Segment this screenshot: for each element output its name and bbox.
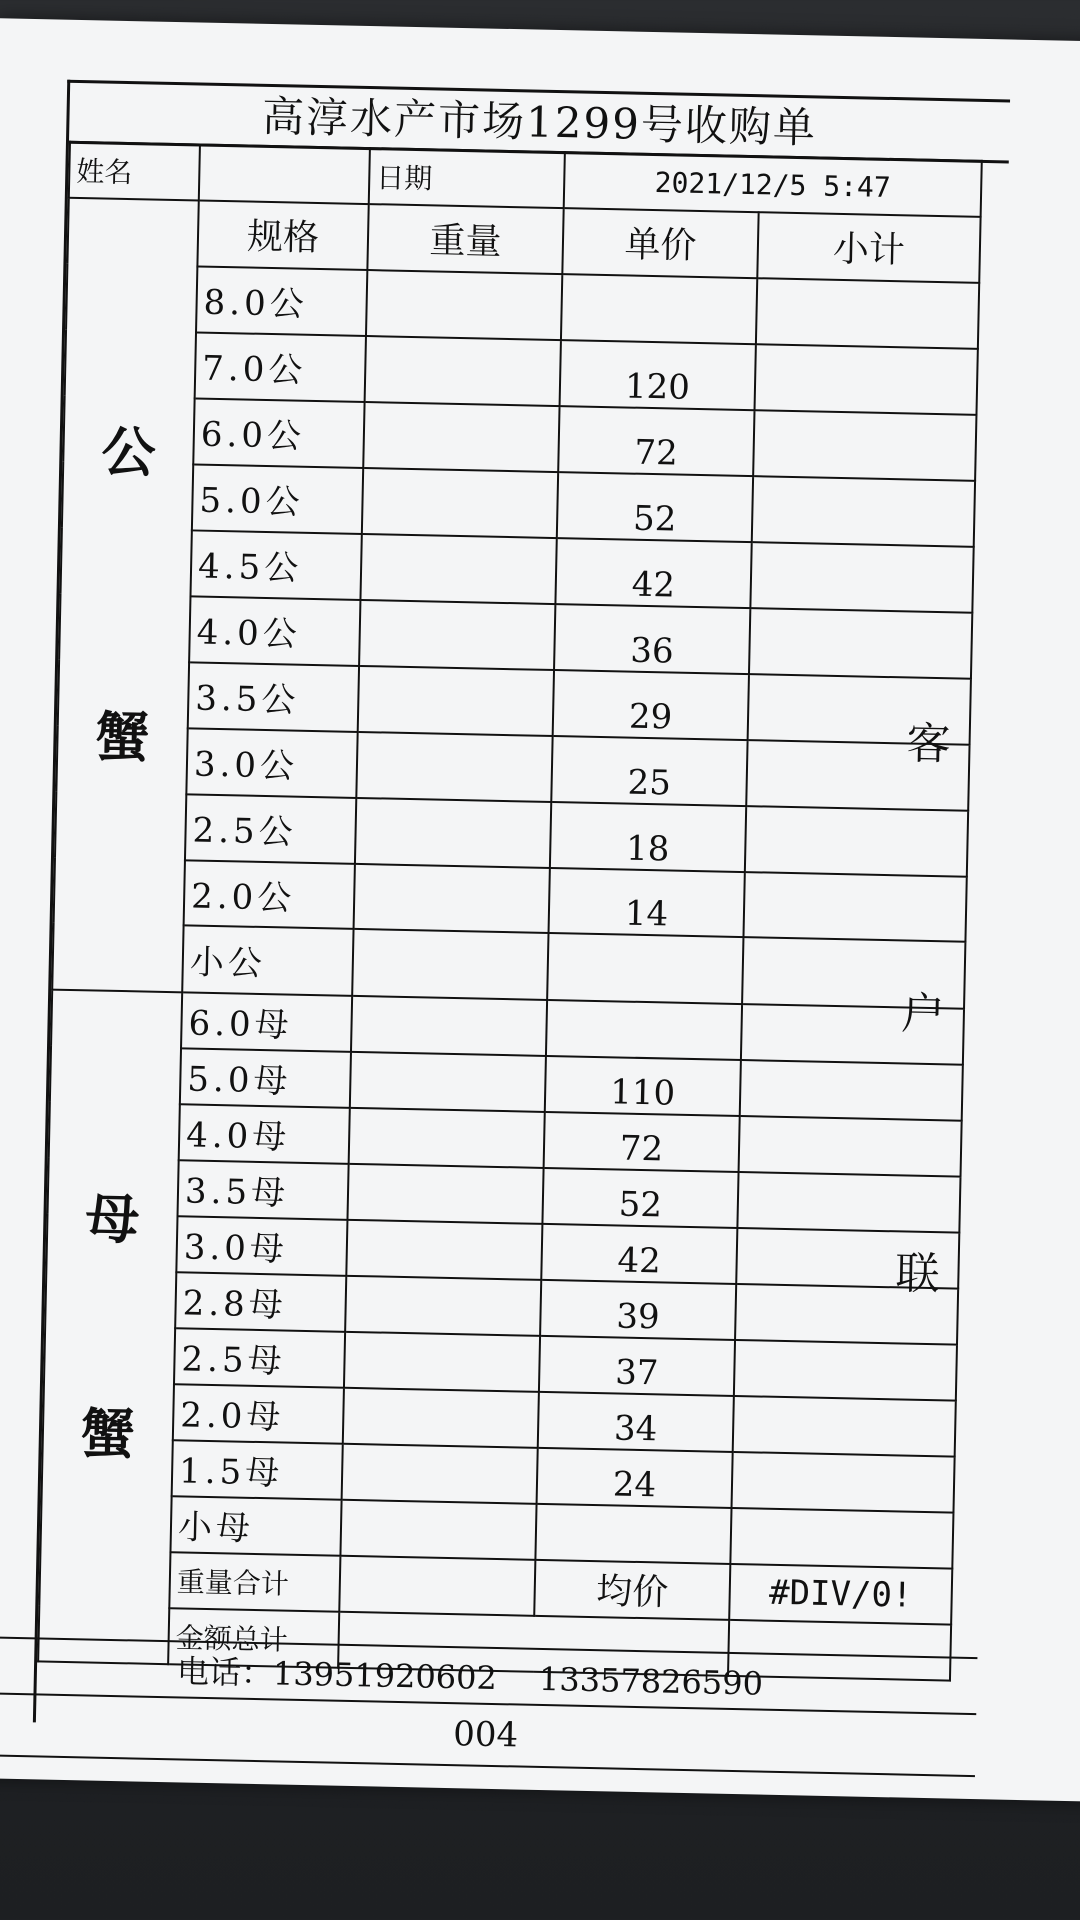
weight-cell[interactable] — [352, 929, 548, 999]
spec-cell: 3.0公 — [186, 728, 357, 797]
weight-total-label: 重量合计 — [169, 1552, 340, 1612]
unit-price-cell — [546, 1000, 742, 1060]
unit-price-cell: 52 — [542, 1168, 738, 1228]
weight-cell[interactable] — [358, 666, 554, 736]
avg-price-label: 均价 — [534, 1559, 730, 1619]
male-crab-label: 公 蟹 — [52, 198, 199, 992]
spec-cell: 6.0母 — [181, 992, 352, 1052]
date-label: 日期 — [369, 148, 565, 208]
spec-cell: 3.0母 — [176, 1216, 347, 1276]
weight-cell[interactable] — [346, 1219, 542, 1279]
spec-cell: 7.0公 — [195, 332, 366, 401]
unit-price-cell — [561, 274, 757, 344]
weight-total-value[interactable] — [339, 1555, 535, 1615]
spec-cell: 小公 — [182, 926, 353, 996]
spec-cell: 5.0公 — [192, 464, 363, 533]
weight-cell[interactable] — [342, 1443, 538, 1503]
form-title: 高淳水产市场1299号收购单 — [69, 83, 1010, 164]
spec-cell: 5.0母 — [180, 1048, 351, 1108]
copy-label-char: 客 — [906, 718, 952, 771]
weight-cell[interactable] — [345, 1275, 541, 1335]
weight-cell[interactable] — [356, 732, 552, 802]
unit-price-cell: 34 — [538, 1391, 734, 1451]
serial-number: 004 — [0, 1695, 976, 1778]
weight-cell[interactable] — [340, 1499, 536, 1559]
unit-price-cell — [547, 933, 743, 1003]
unit-price-cell: 25 — [551, 736, 747, 806]
spec-cell: 2.5公 — [185, 794, 356, 863]
weight-cell[interactable] — [350, 1051, 546, 1111]
spec-cell: 3.5母 — [178, 1160, 349, 1220]
female-crab-label: 母 蟹 — [38, 989, 182, 1664]
unit-price-cell: 39 — [540, 1279, 736, 1339]
spec-cell: 2.8母 — [175, 1272, 346, 1332]
weight-cell[interactable] — [347, 1163, 543, 1223]
unit-price-cell: 42 — [555, 538, 751, 608]
weight-cell[interactable] — [362, 468, 558, 538]
unit-price-cell — [535, 1503, 731, 1563]
spec-cell: 3.5公 — [188, 662, 359, 731]
weight-cell[interactable] — [360, 534, 556, 604]
unit-price-cell: 72 — [558, 406, 754, 476]
weight-cell[interactable] — [354, 863, 550, 933]
unit-price-cell: 72 — [544, 1112, 740, 1172]
unit-price-cell: 120 — [560, 340, 756, 410]
unit-price-cell: 18 — [550, 802, 746, 872]
copy-label-char: 户 — [900, 988, 946, 1041]
spec-cell: 4.0母 — [179, 1104, 350, 1164]
receipt-paper — [0, 18, 1080, 1801]
unit-price-cell: 110 — [545, 1056, 741, 1116]
date-value: 2021/12/5 5:47 — [564, 152, 982, 217]
weight-cell[interactable] — [344, 1331, 540, 1391]
weight-cell[interactable] — [349, 1107, 545, 1167]
unit-price-cell: 37 — [539, 1335, 735, 1395]
col-price-header: 单价 — [562, 208, 758, 278]
spec-cell: 小母 — [170, 1496, 341, 1556]
unit-price-cell: 52 — [557, 472, 753, 542]
unit-price-cell: 29 — [553, 670, 749, 740]
spec-cell: 8.0公 — [196, 266, 367, 335]
unit-price-cell: 42 — [541, 1224, 737, 1284]
purchase-form — [33, 80, 1010, 1756]
weight-cell[interactable] — [351, 995, 547, 1055]
col-weight-header: 重量 — [367, 204, 563, 274]
spec-cell: 2.5母 — [174, 1328, 345, 1388]
weight-cell[interactable] — [355, 797, 551, 867]
amount-total-label: 金额总计 — [168, 1608, 339, 1668]
avg-price-value: #DIV/0! — [729, 1564, 952, 1625]
col-spec-header: 规格 — [197, 200, 368, 269]
weight-cell[interactable] — [359, 600, 555, 670]
phone-numbers: 电话：13951920602 13357826590 — [0, 1637, 977, 1716]
name-value[interactable] — [199, 145, 370, 205]
spec-cell: 6.0公 — [193, 398, 364, 467]
spec-cell: 1.5母 — [172, 1440, 343, 1500]
spec-cell: 4.0公 — [189, 596, 360, 665]
copy-label-char: 联 — [894, 1248, 940, 1301]
unit-price-cell: 36 — [554, 604, 750, 674]
spec-cell: 2.0母 — [173, 1384, 344, 1444]
weight-cell[interactable] — [363, 402, 559, 472]
unit-price-cell: 14 — [549, 868, 745, 938]
unit-price-cell: 24 — [537, 1447, 733, 1507]
spec-cell: 4.5公 — [190, 530, 361, 599]
purchase-table — [37, 141, 983, 1681]
spec-cell: 2.0公 — [184, 860, 355, 929]
name-label: 姓名 — [69, 142, 200, 201]
col-subtotal-header: 小计 — [757, 212, 980, 283]
weight-cell[interactable] — [365, 336, 561, 406]
weight-cell[interactable] — [343, 1387, 539, 1447]
weight-cell[interactable] — [366, 270, 562, 340]
